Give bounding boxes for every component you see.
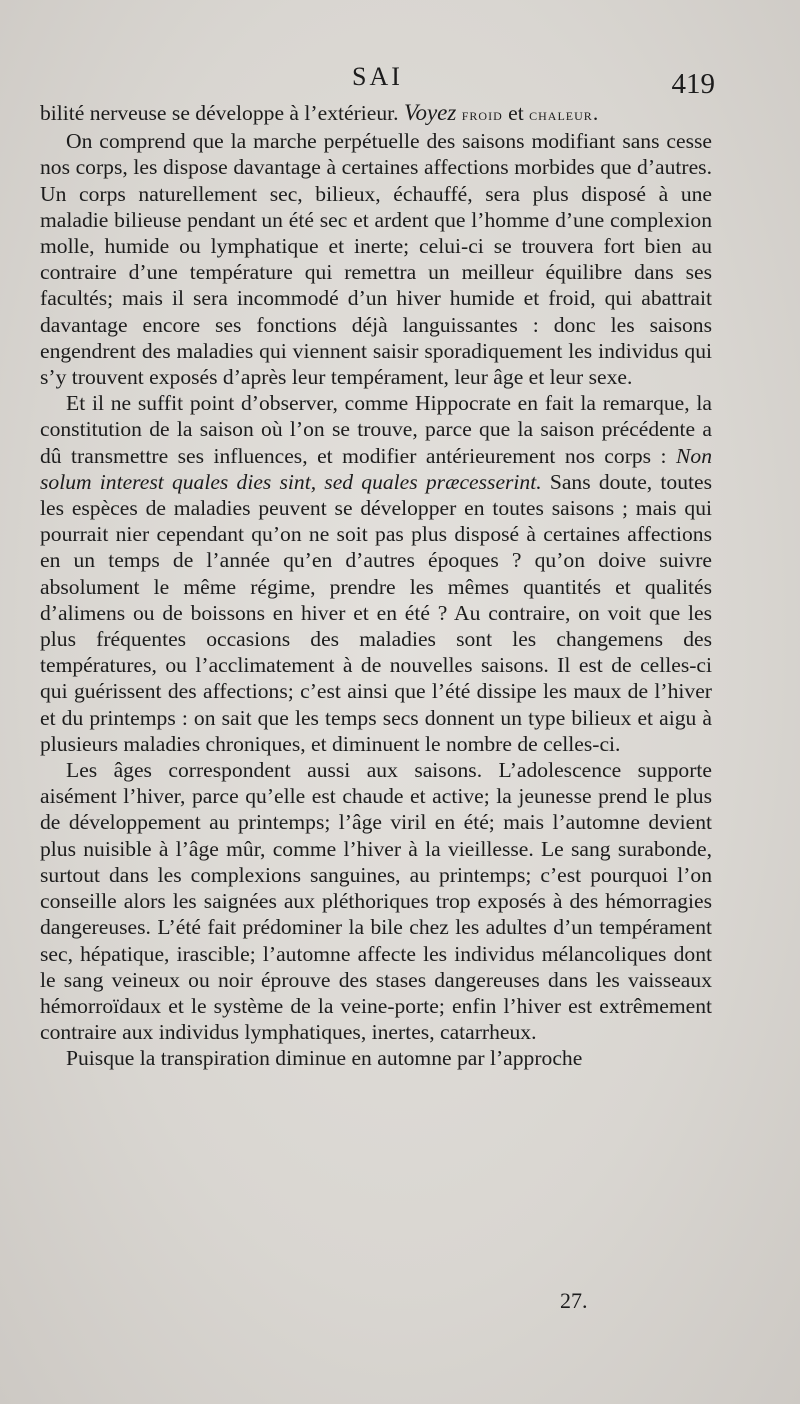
paragraph-text: et	[502, 101, 530, 125]
signature-mark: 27.	[560, 1288, 588, 1313]
paragraph-continuation	[40, 100, 712, 128]
page-header	[40, 62, 715, 102]
paragraph-hippocrate	[40, 390, 712, 757]
paragraph-seasons: On comprend que la marche perpétuelle des saisons modifiant sans cesse nos corps, les dispose davantage à certaines affections morbides que d’autres. Un corps naturellement sec, bilieux, échauffé, sera plus disposé à une maladie bilieuse pendant un été sec et ardent que l’homme d’une complexion molle, humide ou lymphatique et inerte; celui-ci se trouvera fort bien au contraire d’une température qui remettra un meilleur équilibre dans ses facultés; mais il sera incommodé d’un hiver humide et froid, qui abattrait davantage encore ses fonctions déjà languissantes : donc les saisons engendrent des maladies qui viennent saisir sporadiquement les individus qui s’y trouvent exposés d’après leur tempérament, leur âge et leur sexe.	[40, 129, 712, 390]
paragraph-text: Et il ne suffit point d’observer, comme Hippocrate en fait la remarque, la constitution de la saison où l’on se trouve, parce que la saison précédente a dû transmettre ses influences, et modifier antérieurement nos corps :	[40, 391, 712, 468]
body-text	[40, 100, 712, 1072]
paragraph-transpiration: Puisque la transpiration diminue en automne par l’approche	[66, 1046, 583, 1071]
cross-reference-froid: froid	[461, 105, 503, 124]
page-number: 419	[671, 68, 715, 100]
paragraph-text: Sans doute, toutes les espèces de maladies peuvent se développer en toutes saisons ; mais qui pourrait nier cependant qu’on ne soit pas plus disposé à certaines affections en un temps de l’année qu’en d’autres époques ? qu’on doive suivre absolument le même régime, prendre les mêmes quantités et qualités d’alimens ou de boissons en hiver et en été ? Au contraire, on voit que les plus fréquentes occasions des maladies sont les changemens des températures, ou l’acclimatement à de nouvelles saisons. Il est de celles-ci qui guérissent des affections; c’est ainsi que l’été dissipe les maux de l’hiver et du printemps : on sait que les temps secs donnent un type bilieux et aigu à plusieurs maladies chroniques, et diminuent le nombre de celles-ci.	[40, 469, 712, 756]
cross-reference-voyez: Voyez	[403, 100, 457, 125]
paragraph-text: bilité nerveuse se développe à l’extérieur.	[40, 101, 404, 125]
latin-quotation: Non solum interest quales dies sint, sed quales præcesserint.	[40, 443, 712, 494]
cross-reference-chaleur: chaleur	[529, 105, 593, 124]
paragraph-ages: Les âges correspondent aussi aux saisons. L’adolescence supporte aisément l’hiver, parce qu’elle est chaude et active; la jeunesse prend le plus de développement au printemps; l’âge viril en été; mais l’automne devient plus nuisible à l’âge mûr, comme l’hiver à la vieillesse. Le sang surabonde, surtout dans les complexions sanguines, au printemps; c’est pourquoi l’on conseille alors les saignées aux pléthoriques trop exposés à des hémorragies dangereuses. L’été fait prédominer la bile chez les adultes d’un tempérament sec, hépatique, irascible; l’automne affecte les individus mélancoliques dont le sang veineux ou noir éprouve des stases dangereuses dans les vaisseaux hémorroïdaux et le système de la veine-porte; enfin l’hiver est extrêmement contraire aux individus lymphatiques, inertes, catarrheux.	[40, 758, 712, 1045]
running-head: SAI	[352, 62, 403, 91]
paragraph-text: .	[592, 101, 599, 125]
